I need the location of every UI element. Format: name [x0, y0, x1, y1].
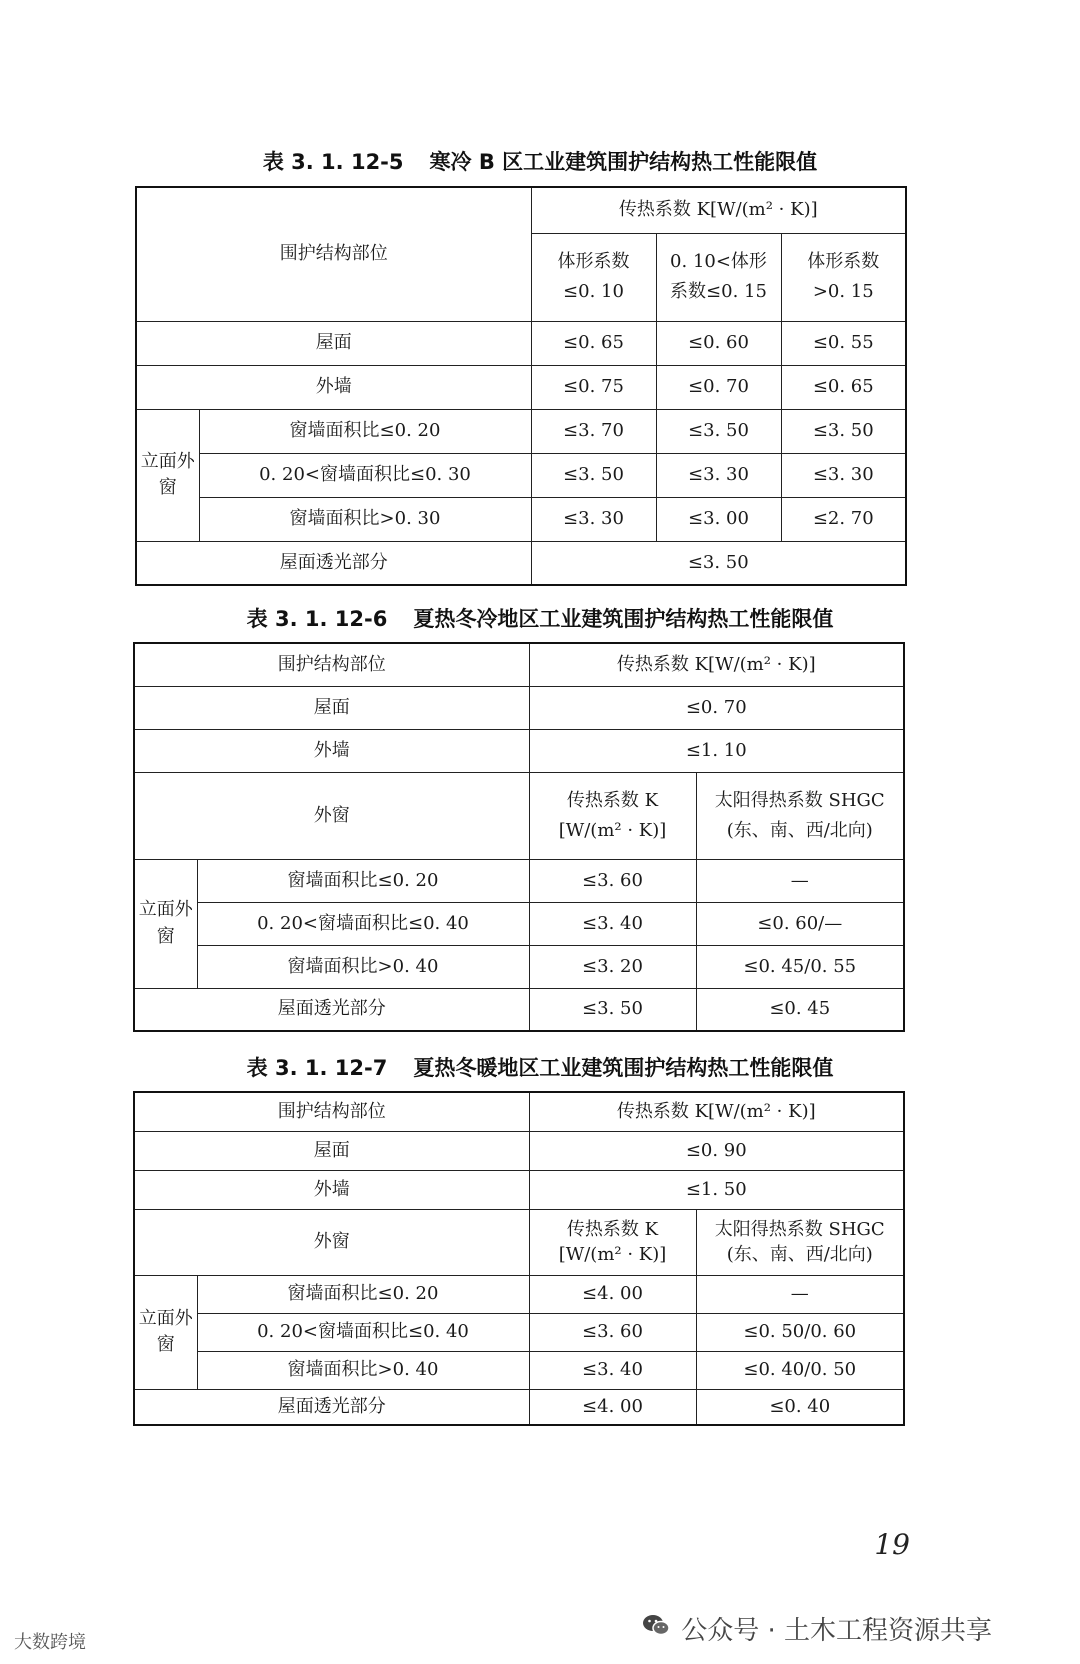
table-cell: ≤4. 00 — [529, 1275, 696, 1313]
table5-row-label: 0. 20<窗墙面积比≤0. 30 — [199, 453, 531, 497]
table6-window-label: 外窗 — [134, 772, 529, 859]
table-cell: ≤3. 20 — [529, 945, 696, 988]
table-cell: ≤0. 65 — [531, 321, 656, 365]
table7-wall-label: 外墙 — [134, 1170, 529, 1209]
table-cell: ≤3. 50 — [529, 988, 696, 1031]
table5-row-label: 外墙 — [136, 365, 531, 409]
table-cell: ≤0. 60 — [656, 321, 781, 365]
table-row — [136, 541, 906, 585]
table6-window-k-header: 传热系数 K [W/(m² · K)] — [529, 772, 696, 859]
table6-row-label: 0. 20<窗墙面积比≤0. 40 — [197, 902, 529, 945]
table-row — [136, 321, 906, 365]
table-cell: ≤0. 60/— — [696, 902, 904, 945]
table6-row-label: 窗墙面积比>0. 40 — [197, 945, 529, 988]
table-row — [134, 902, 904, 945]
table7-window-k-header: 传热系数 K [W/(m² · K)] — [529, 1209, 696, 1275]
table-cell: ≤3. 30 — [781, 453, 906, 497]
table5-row-label: 窗墙面积比≤0. 20 — [199, 409, 531, 453]
table-row — [134, 1209, 904, 1275]
table5-shape-col-2: 0. 10<体形 系数≤0. 15 — [656, 233, 781, 321]
table7-row-label: 0. 20<窗墙面积比≤0. 40 — [197, 1313, 529, 1351]
table-row — [134, 1313, 904, 1351]
table-cell: ≤0. 40 — [696, 1389, 904, 1425]
table6-title: 夏热冬冷地区工业建筑围护结构热工性能限值 — [413, 607, 834, 631]
table-row — [134, 859, 904, 902]
table5-row-label: 屋面 — [136, 321, 531, 365]
table-row — [134, 1131, 904, 1170]
table-cell: ≤0. 65 — [781, 365, 906, 409]
table-row — [134, 988, 904, 1031]
table7-header-k: 传热系数 K[W/(m² · K)] — [529, 1092, 904, 1131]
table6-wall-label: 外墙 — [134, 729, 529, 772]
table-cell: ≤3. 50 — [656, 409, 781, 453]
table5-skylight-label: 屋面透光部分 — [136, 541, 531, 585]
table-cell: ≤2. 70 — [781, 497, 906, 541]
watermark-left: 大数跨境 — [14, 1632, 86, 1653]
table7-title: 夏热冬暖地区工业建筑围护结构热工性能限值 — [413, 1056, 834, 1080]
table5-window-group: 立面外窗 — [136, 409, 199, 541]
table-cell: ≤1. 10 — [529, 729, 904, 772]
table6-row-label: 窗墙面积比≤0. 20 — [197, 859, 529, 902]
watermark-right-text: 公众号 · 土木工程资源共享 — [681, 1616, 992, 1646]
table-row — [136, 497, 906, 541]
table6-header-k: 传热系数 K[W/(m² · K)] — [529, 643, 904, 686]
table-row — [136, 409, 906, 453]
table-cell: ≤3. 50 — [781, 409, 906, 453]
table-cell: — — [696, 1275, 904, 1313]
table-cell: ≤3. 30 — [531, 497, 656, 541]
table-cell: ≤4. 00 — [529, 1389, 696, 1425]
table5-row-label: 窗墙面积比>0. 30 — [199, 497, 531, 541]
table-cell: ≤0. 70 — [656, 365, 781, 409]
table5-number: 表 3. 1. 12-5 — [262, 150, 404, 174]
table7-header-part: 围护结构部位 — [134, 1092, 529, 1131]
page-number: 19 — [874, 1528, 910, 1561]
table6-header-part: 围护结构部位 — [134, 643, 529, 686]
table7-number: 表 3. 1. 12-7 — [246, 1056, 388, 1080]
table6-skylight-label: 屋面透光部分 — [134, 988, 529, 1031]
table-cell: ≤3. 50 — [531, 541, 906, 585]
table-cell: ≤0. 55 — [781, 321, 906, 365]
table7-window-group: 立面外窗 — [134, 1275, 197, 1389]
table-row — [134, 772, 904, 859]
table-cell: ≤0. 40/0. 50 — [696, 1351, 904, 1389]
table-row — [134, 945, 904, 988]
table-row — [136, 365, 906, 409]
table6-roof-label: 屋面 — [134, 686, 529, 729]
table-cell: ≤3. 00 — [656, 497, 781, 541]
table7-caption — [0, 1052, 1080, 1082]
table-row — [134, 1170, 904, 1209]
table-row — [134, 729, 904, 772]
table-cell: ≤0. 75 — [531, 365, 656, 409]
table5-title: 寒冷 B 区工业建筑围护结构热工性能限值 — [429, 150, 818, 174]
table-row — [134, 1351, 904, 1389]
table5-shape-col-1: 体形系数 ≤0. 10 — [531, 233, 656, 321]
table-cell: ≤0. 50/0. 60 — [696, 1313, 904, 1351]
table-cell: ≤0. 70 — [529, 686, 904, 729]
table-row — [134, 1275, 904, 1313]
table7-roof-label: 屋面 — [134, 1131, 529, 1170]
table7-skylight-label: 屋面透光部分 — [134, 1389, 529, 1425]
wechat-icon — [641, 1612, 671, 1645]
table-row — [134, 686, 904, 729]
table-cell: ≤3. 50 — [531, 453, 656, 497]
table7-row-label: 窗墙面积比>0. 40 — [197, 1351, 529, 1389]
table5-caption — [0, 146, 1080, 176]
table6-number: 表 3. 1. 12-6 — [246, 607, 388, 631]
table6-window-shgc-header: 太阳得热系数 SHGC (东、南、西/北向) — [696, 772, 904, 859]
table-row — [136, 453, 906, 497]
table-cell: ≤1. 50 — [529, 1170, 904, 1209]
table5 — [135, 186, 907, 586]
table-cell: ≤0. 90 — [529, 1131, 904, 1170]
table7-window-shgc-header: 太阳得热系数 SHGC (东、南、西/北向) — [696, 1209, 904, 1275]
table-row — [134, 1389, 904, 1425]
table-cell: — — [696, 859, 904, 902]
table7-row-label: 窗墙面积比≤0. 20 — [197, 1275, 529, 1313]
table-cell: ≤3. 60 — [529, 859, 696, 902]
table-cell: ≤3. 70 — [531, 409, 656, 453]
table6 — [133, 642, 905, 1032]
table-cell: ≤3. 60 — [529, 1313, 696, 1351]
table6-window-group: 立面外窗 — [134, 859, 197, 988]
table-cell: ≤0. 45/0. 55 — [696, 945, 904, 988]
table7 — [133, 1091, 905, 1426]
table7-window-label: 外窗 — [134, 1209, 529, 1275]
table-cell: ≤3. 40 — [529, 1351, 696, 1389]
table5-header-part: 围护结构部位 — [136, 187, 531, 321]
watermark-right — [641, 1610, 992, 1647]
table-cell: ≤3. 40 — [529, 902, 696, 945]
table6-caption — [0, 603, 1080, 633]
table-cell: ≤0. 45 — [696, 988, 904, 1031]
table5-shape-col-3: 体形系数 >0. 15 — [781, 233, 906, 321]
table-cell: ≤3. 30 — [656, 453, 781, 497]
table5-header-k: 传热系数 K[W/(m² · K)] — [531, 187, 906, 233]
